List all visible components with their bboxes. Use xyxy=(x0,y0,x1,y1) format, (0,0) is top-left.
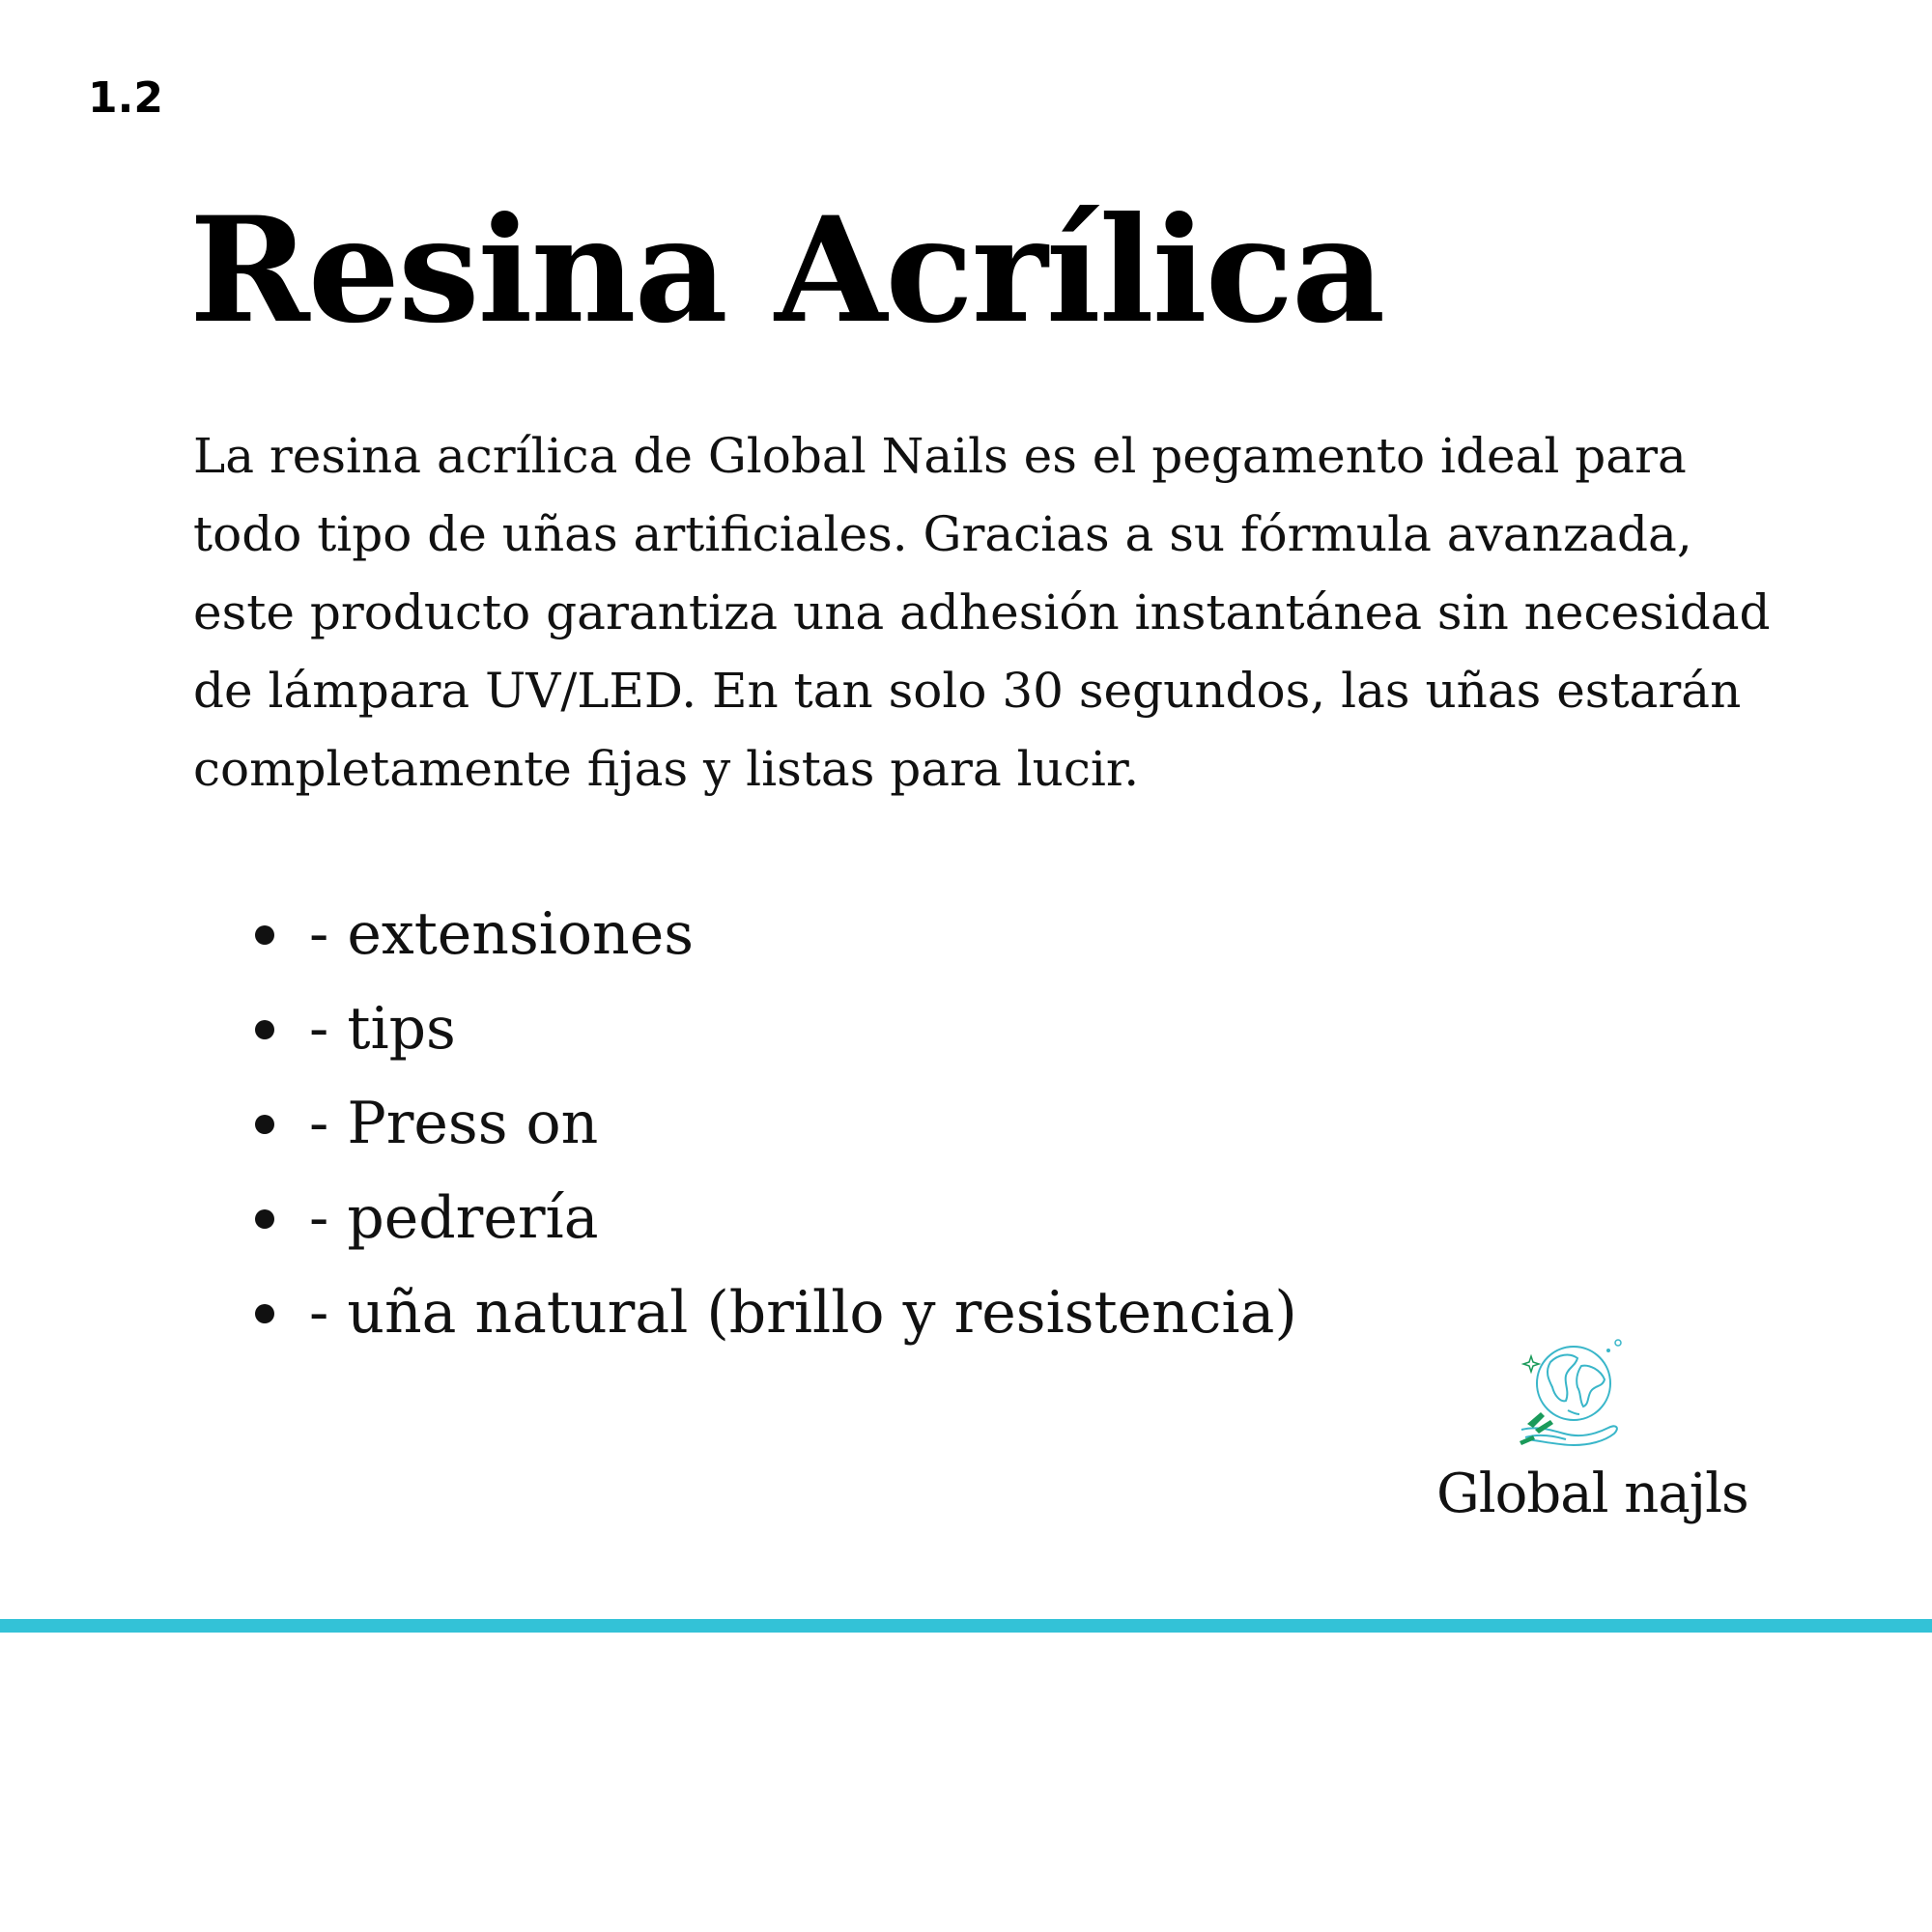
brand-logo xyxy=(1410,1333,1748,1546)
list-item-label: - extensiones xyxy=(309,900,694,968)
divider-line xyxy=(0,1619,1932,1633)
list-item xyxy=(251,887,1297,981)
bullet-icon xyxy=(255,1020,274,1039)
logo-wordmark: Global najls xyxy=(1436,1463,1748,1525)
product-description: La resina acrílica de Global Nails es el pegamento ideal para todo tipo de uñas artificiales. Gracias a su fórmula avanzada, este producto garantiza una adhesión instantánea sin necesidad de lámpara UV/LED. En tan solo 30 segundos, las uñas estarán completamente fijas y listas para lucir. xyxy=(193,428,1771,797)
list-item-label: - Press on xyxy=(309,1090,599,1157)
list-item xyxy=(251,1076,1297,1171)
bullet-icon xyxy=(255,925,274,945)
list-item xyxy=(251,981,1297,1076)
list-item xyxy=(251,1171,1297,1265)
bullet-icon xyxy=(255,1115,274,1134)
feature-list xyxy=(251,887,1297,1360)
list-item-label: - tips xyxy=(309,995,456,1063)
page-number: 1.2 xyxy=(88,73,163,123)
bullet-icon xyxy=(255,1304,274,1323)
list-item-label: - uña natural (brillo y resistencia) xyxy=(309,1279,1297,1347)
globe-hand-icon xyxy=(1512,1333,1628,1459)
list-item-label: - pedrería xyxy=(309,1184,599,1252)
page-title: Resina Acrílica xyxy=(189,185,1384,355)
list-item xyxy=(251,1265,1297,1360)
bullet-icon xyxy=(255,1209,274,1229)
